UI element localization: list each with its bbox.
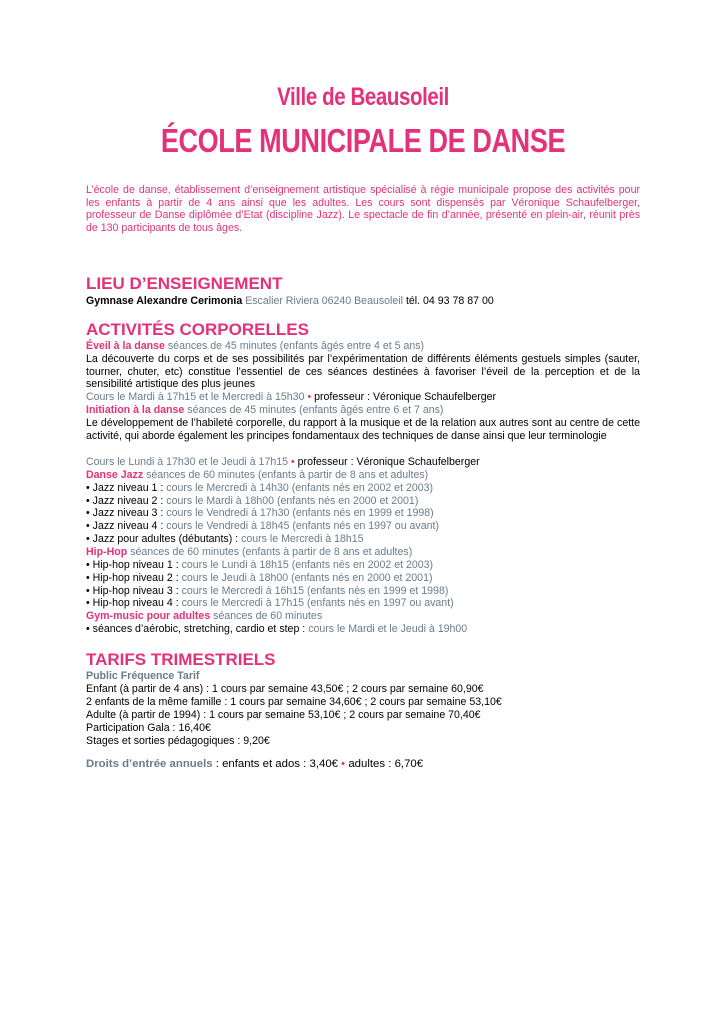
list-item-detail: cours le Jeudi à 18h00 (enfants nés en 2000 et 2001) bbox=[181, 572, 433, 584]
tarifs-subheading: Public Fréquence Tarif bbox=[86, 670, 200, 682]
eveil-schedule-line bbox=[86, 391, 640, 404]
eveil-description: La découverte du corps et de ses possibilités par l’expérimentation de différents éléments gestuels simples (sauter, tourner, chuter, etc) constitue l’essentiel de ces séances destinées à favoriser l’éveil de la perception et de la sensibilité artistique des plus jeunes bbox=[86, 353, 640, 391]
jazz-sessions: séances de 60 minutes (enfants à partir de 8 ans et adultes) bbox=[146, 469, 429, 481]
lieu-heading: LIEU D’ENSEIGNEMENT bbox=[86, 274, 283, 293]
hiphop-sessions: séances de 60 minutes (enfants à partir de 8 ans et adultes) bbox=[130, 546, 413, 558]
tarif-line: Stages et sorties pédagogiques : 9,20€ bbox=[86, 735, 270, 747]
initiation-title: Initiation à la danse bbox=[86, 404, 185, 416]
list-item-label: • Hip-hop niveau 2 : bbox=[86, 572, 179, 584]
list-item bbox=[86, 597, 640, 610]
bullet-separator: • bbox=[307, 391, 312, 403]
gym-title: Gym-music pour adultes bbox=[86, 610, 211, 622]
list-item-label: • Hip-hop niveau 4 : bbox=[86, 597, 179, 609]
list-item bbox=[86, 585, 640, 598]
list-item-label: • Jazz niveau 3 : bbox=[86, 507, 164, 519]
lieu-phone: tél. 04 93 78 87 00 bbox=[405, 295, 494, 307]
initiation-description: Le développement de l’habileté corporelle, du rapport à la musique et de la relation aux autres sont au centre de cette activité, qui aborde également les principes fondamentaux des techniques de danse ainsi que leur terminologie bbox=[86, 417, 640, 442]
list-item-detail: cours le Mercredi à 18h15 bbox=[241, 533, 364, 545]
eveil-teacher: professeur : Véronique Schaufelberger bbox=[314, 391, 497, 403]
list-item-label: • séances d’aérobic, stretching, cardio et step : bbox=[86, 623, 306, 635]
initiation-sessions: séances de 45 minutes (enfants âgés entre 6 et 7 ans) bbox=[187, 404, 444, 416]
list-item-label: • Hip-hop niveau 1 : bbox=[86, 559, 179, 571]
initiation-teacher: professeur : Véronique Schaufelberger bbox=[297, 456, 480, 468]
droits-line bbox=[86, 758, 640, 771]
list-item-detail: cours le Mardi à 18h00 (enfants nés en 2000 et 2001) bbox=[166, 495, 419, 507]
intro-paragraph: L’école de danse, établissement d’enseignement artistique spécialisé à régie municipale propose des activités pour les enfants à partir de 4 ans ainsi que les adultes. Les cours sont dispensés par Véronique Schaufelberger, professeur de Danse diplômée d’Etat (discipline Jazz). Le spectacle de fin d’année, présenté en plein-air, réunit près de 130 participants de tous âges. bbox=[86, 184, 640, 234]
city-title: Ville de Beausoleil bbox=[277, 83, 449, 111]
list-item bbox=[86, 482, 640, 495]
initiation-schedule-line bbox=[86, 456, 640, 469]
list-item-detail: cours le Mercredi à 16h15 (enfants nés en 1999 et 1998) bbox=[181, 585, 449, 597]
school-title: ÉCOLE MUNICIPALE DE DANSE bbox=[160, 122, 566, 159]
droits-label: Droits d’entrée annuels bbox=[86, 758, 213, 770]
tarif-line: Participation Gala : 16,40€ bbox=[86, 722, 211, 734]
list-item bbox=[86, 572, 640, 585]
lieu-address: Escalier Riviera 06240 Beausoleil bbox=[245, 295, 404, 307]
list-item bbox=[86, 533, 640, 546]
list-item-detail: cours le Lundi à 18h15 (enfants nés en 2002 et 2003) bbox=[181, 559, 434, 571]
eveil-sessions: séances de 45 minutes (enfants âgés entre 4 et 5 ans) bbox=[167, 340, 425, 352]
list-item-label: • Jazz niveau 1 : bbox=[86, 482, 164, 494]
initiation-schedule: Cours le Lundi à 17h30 et le Jeudi à 17h15 bbox=[86, 456, 289, 468]
hiphop-title: Hip-Hop bbox=[86, 546, 128, 558]
list-item bbox=[86, 623, 640, 636]
tarifs-heading: TARIFS TRIMESTRIELS bbox=[86, 650, 276, 669]
tarif-line: Enfant (à partir de 4 ans) : 1 cours par semaine 43,50€ ; 2 cours par semaine 60,90€ bbox=[86, 683, 484, 695]
jazz-header bbox=[86, 469, 640, 482]
list-item-label: • Jazz niveau 2 : bbox=[86, 495, 164, 507]
droits-adultes: adultes : 6,70€ bbox=[348, 758, 424, 770]
list-item-label: • Jazz niveau 4 : bbox=[86, 520, 164, 532]
list-item bbox=[86, 495, 640, 508]
eveil-title: Éveil à la danse bbox=[86, 340, 165, 352]
gym-header bbox=[86, 610, 640, 623]
list-item-detail: cours le Mercredi à 17h15 (enfants nés en 1997 ou avant) bbox=[181, 597, 454, 609]
list-item-label: • Jazz pour adultes (débutants) : bbox=[86, 533, 239, 545]
lieu-line bbox=[86, 295, 640, 308]
droits-enfants: : enfants et ados : 3,40€ bbox=[215, 758, 338, 770]
eveil-schedule: Cours le Mardi à 17h15 et le Mercredi à 15h30 bbox=[86, 391, 305, 403]
lieu-name: Gymnase Alexandre Cerimonia bbox=[86, 295, 243, 307]
list-item-label: • Hip-hop niveau 3 : bbox=[86, 585, 179, 597]
list-item bbox=[86, 520, 640, 533]
list-item-detail: cours le Mardi et le Jeudi à 19h00 bbox=[308, 623, 468, 635]
jazz-title: Danse Jazz bbox=[86, 469, 144, 481]
activites-heading: ACTIVITÉS CORPORELLES bbox=[86, 320, 309, 339]
list-item bbox=[86, 507, 640, 520]
eveil-header bbox=[86, 340, 640, 353]
tarif-line: Adulte (à partir de 1994) : 1 cours par semaine 53,10€ ; 2 cours par semaine 70,40€ bbox=[86, 709, 481, 721]
bullet-separator: • bbox=[290, 456, 295, 468]
initiation-header bbox=[86, 404, 640, 417]
tarif-line: 2 enfants de la même famille : 1 cours par semaine 34,60€ ; 2 cours par semaine 53,10€ bbox=[86, 696, 502, 708]
gym-sessions: séances de 60 minutes bbox=[213, 610, 323, 622]
list-item-detail: cours le Vendredi à 18h45 (enfants nés en 1997 ou avant) bbox=[166, 520, 439, 532]
hiphop-header bbox=[86, 546, 640, 559]
list-item-detail: cours le Mercredi à 14h30 (enfants nés en 2002 et 2003) bbox=[166, 482, 434, 494]
list-item bbox=[86, 559, 640, 572]
bullet-separator: • bbox=[341, 758, 346, 770]
list-item-detail: cours le Vendredi à 17h30 (enfants nés en 1999 et 1998) bbox=[166, 507, 434, 519]
